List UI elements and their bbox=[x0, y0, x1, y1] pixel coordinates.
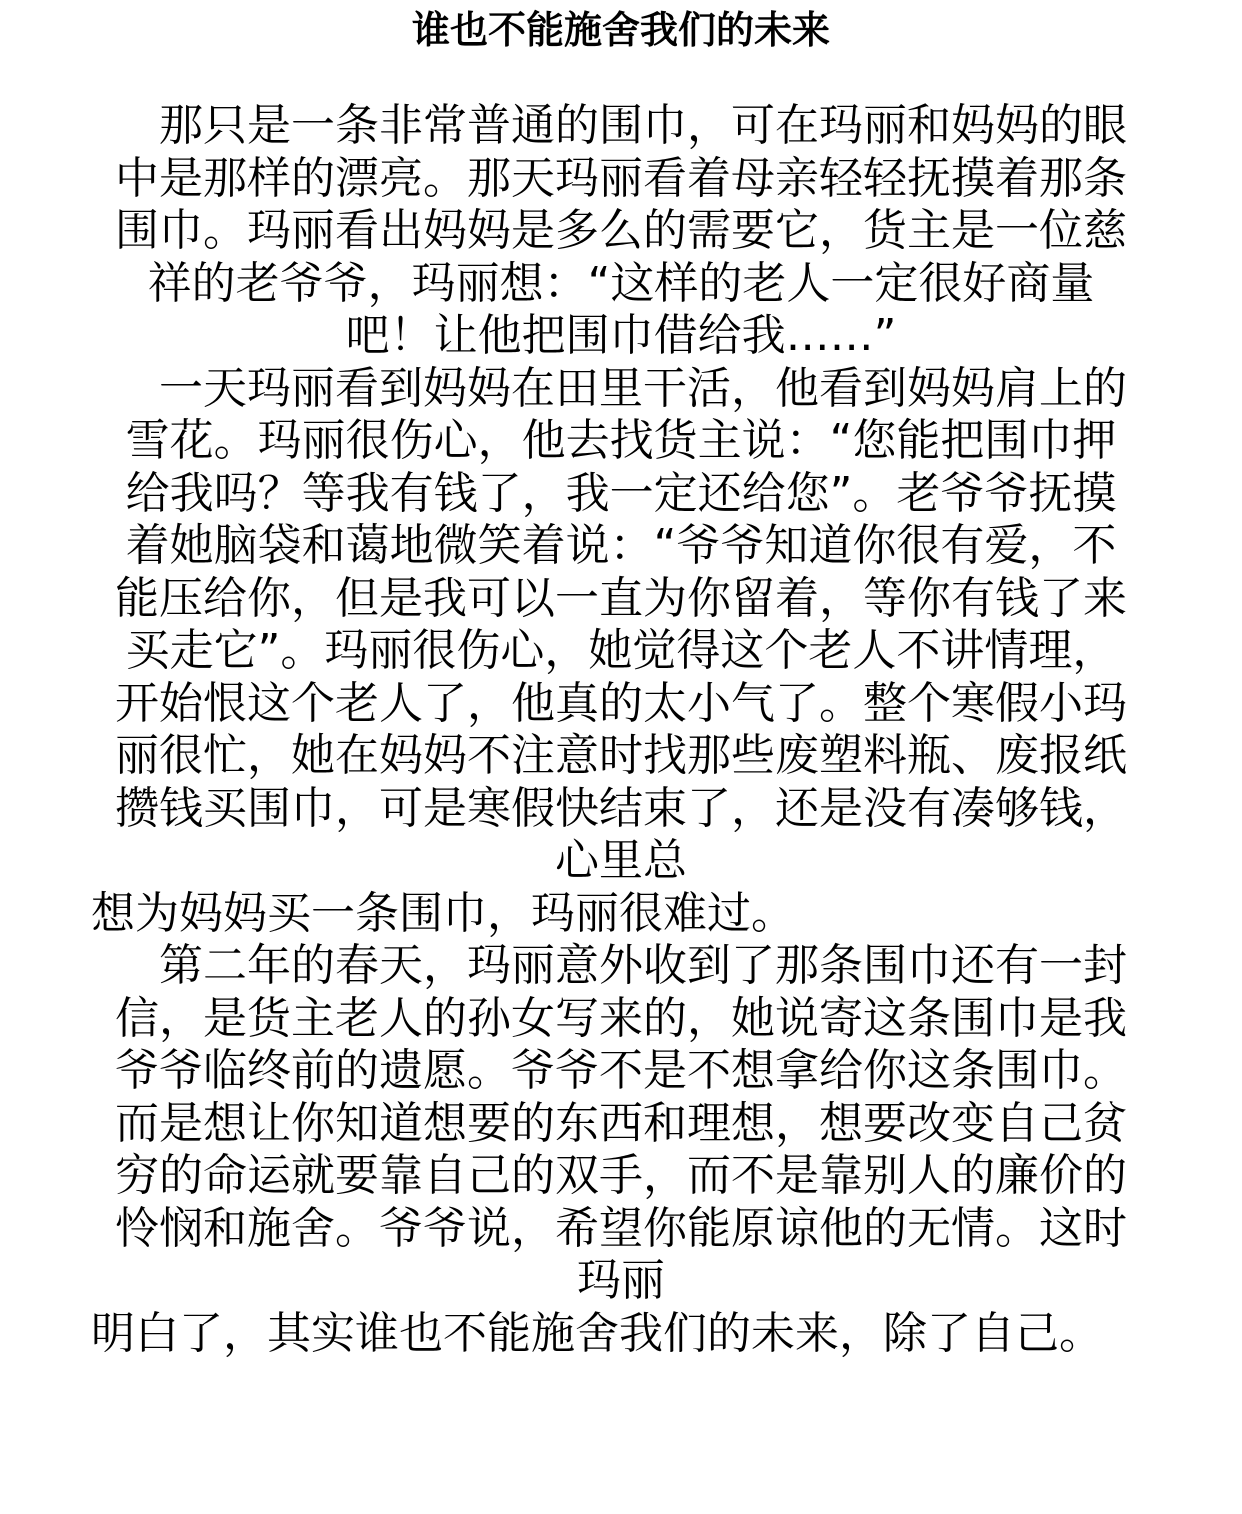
text-line-16: 想为妈妈买一条围巾，玛丽很难过。 bbox=[91, 887, 795, 939]
text-line-6: 一天玛丽看到妈妈在田里干活，他看到妈妈肩上的 bbox=[115, 362, 1127, 414]
text-line-21: 穷的命运就要靠自己的双手，而不是靠别人的廉价的 bbox=[115, 1150, 1127, 1201]
text-line-20: 而是想让你知道想要的东西和理想，想要改变自己贫 bbox=[115, 1097, 1127, 1149]
text-line-9: 着她脑袋和蔼地微笑着说：“爷爷知道你很有爱，不 bbox=[125, 520, 1117, 571]
text-line-10: 能压给你，但是我可以一直为你留着，等你有钱了来 bbox=[115, 572, 1127, 624]
text-line-13: 丽很忙，她在妈妈不注意时找那些废塑料瓶、废报纸 bbox=[115, 730, 1127, 781]
text-line-18: 信，是货主老人的孙女写来的，她说寄这条围巾是我 bbox=[115, 992, 1127, 1044]
text-line-23: 玛丽 bbox=[577, 1255, 665, 1306]
text-line-12: 开始恨这个老人了，他真的太小气了。整个寒假小玛 bbox=[115, 677, 1127, 729]
text-line-22: 怜悯和施舍。爷爷说，希望你能原谅他的无情。这时 bbox=[115, 1202, 1127, 1254]
text-line-1: 那只是一条非常普通的围巾，可在玛丽和妈妈的眼 bbox=[115, 100, 1127, 151]
document-body bbox=[91, 100, 1151, 1360]
page-title: 谁也不能施舍我们的未来 bbox=[411, 8, 830, 52]
text-line-8: 给我吗？等我有钱了，我一定还给您”。老爷爷抚摸 bbox=[125, 467, 1117, 519]
text-line-2: 中是那样的漂亮。那天玛丽看着母亲轻轻抚摸着那条 bbox=[115, 152, 1127, 204]
text-line-7: 雪花。玛丽很伤心，他去找货主说：“您能把围巾押 bbox=[125, 415, 1117, 466]
text-line-19: 爷爷临终前的遗愿。爷爷不是不想拿给你这条围巾。 bbox=[115, 1045, 1127, 1096]
text-line-14: 攒钱买围巾，可是寒假快结束了，还是没有凑够钱， bbox=[115, 782, 1127, 834]
text-line-11: 买走它”。玛丽很伤心，她觉得这个老人不讲情理， bbox=[125, 625, 1117, 676]
text-line-3: 围巾。玛丽看出妈妈是多么的需要它，货主是一位慈 bbox=[115, 205, 1127, 256]
text-line-15: 心里总 bbox=[555, 835, 687, 886]
text-line-5: 吧！让他把围巾借给我……” bbox=[345, 310, 897, 361]
text-line-17: 第二年的春天，玛丽意外收到了那条围巾还有一封 bbox=[115, 940, 1127, 991]
text-line-4: 祥的老爷爷，玛丽想：“这样的老人一定很好商量 bbox=[147, 257, 1095, 309]
text-line-24: 明白了，其实谁也不能施舍我们的未来，除了自己。 bbox=[91, 1307, 1103, 1359]
